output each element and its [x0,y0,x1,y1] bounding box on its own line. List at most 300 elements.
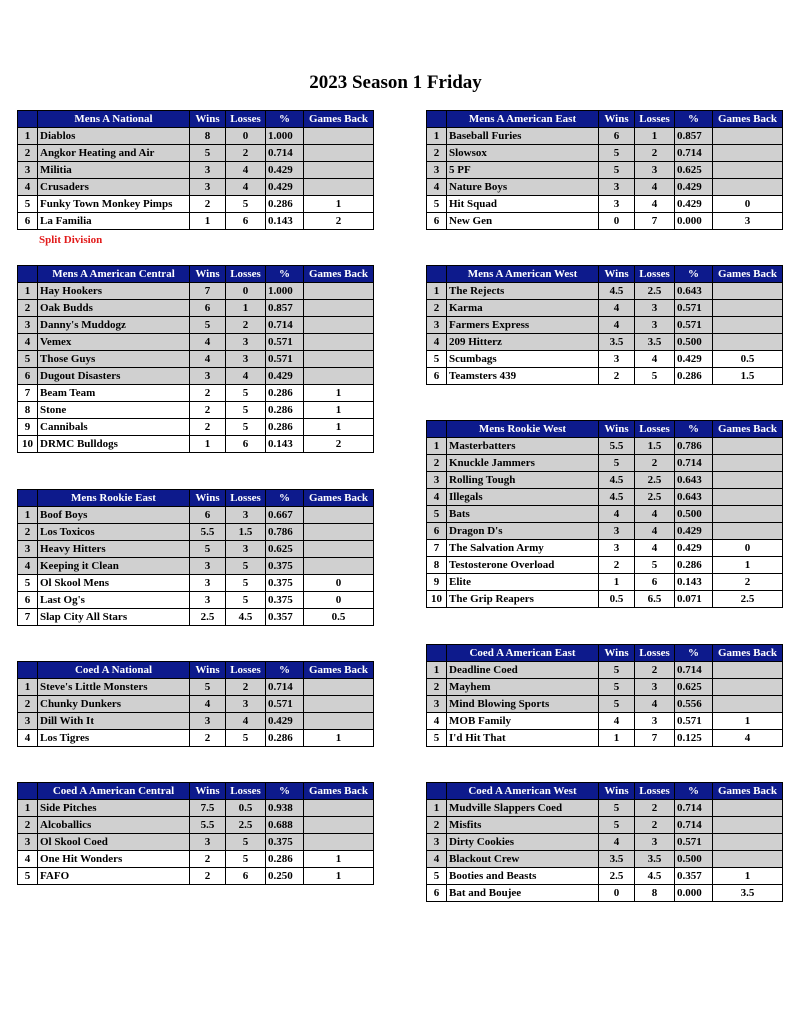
table-row [427,283,783,300]
wins-cell: 3.5 [599,334,635,351]
team-name-cell: Knuckle Jammers [447,455,599,472]
rank-cell: 3 [427,317,447,334]
header-rank-cell [18,662,38,679]
games-back-cell: 1 [304,868,374,885]
rank-cell: 2 [427,679,447,696]
losses-cell: 3.5 [635,334,675,351]
table-row [427,179,783,196]
games-back-cell [713,817,783,834]
pct-cell: 0.625 [675,679,713,696]
games-back-cell [304,283,374,300]
pct-cell: 0.786 [675,438,713,455]
rank-cell: 4 [18,558,38,575]
header-wins: Wins [190,111,226,128]
standings-table-mens-a-american-central [17,265,374,453]
losses-cell: 5 [635,557,675,574]
team-name-cell: Funky Town Monkey Pimps [38,196,190,213]
team-name-cell: Boof Boys [38,507,190,524]
pct-cell: 0.714 [675,455,713,472]
rank-cell: 4 [18,851,38,868]
wins-cell: 3 [599,196,635,213]
standings-table-mens-rookie-east [17,489,374,626]
games-back-cell [713,128,783,145]
pct-cell: 0.688 [266,817,304,834]
table-row [18,851,374,868]
rank-cell: 10 [427,591,447,608]
losses-cell: 3 [635,679,675,696]
table-row [427,472,783,489]
wins-cell: 2 [190,730,226,747]
table-row [18,609,374,626]
rank-cell: 1 [18,679,38,696]
team-name-cell: Vemex [38,334,190,351]
table-row [427,128,783,145]
losses-cell: 4.5 [226,609,266,626]
header-losses: Losses [635,783,675,800]
header-pct: % [675,783,713,800]
table-row [18,419,374,436]
losses-cell: 5 [226,419,266,436]
rank-cell: 4 [18,730,38,747]
pct-cell: 0.286 [266,851,304,868]
games-back-cell [713,523,783,540]
rank-cell: 3 [18,162,38,179]
header-losses: Losses [635,421,675,438]
table-row [18,402,374,419]
pct-cell: 0.714 [266,679,304,696]
pct-cell: 0.857 [675,128,713,145]
losses-cell: 5 [226,834,266,851]
team-name-cell: Beam Team [38,385,190,402]
games-back-cell [304,713,374,730]
pct-cell: 0.857 [266,300,304,317]
losses-cell: 2 [635,817,675,834]
games-back-cell [304,128,374,145]
games-back-cell [304,834,374,851]
team-name-cell: Hit Squad [447,196,599,213]
pct-cell: 0.643 [675,472,713,489]
rank-cell: 7 [18,385,38,402]
pct-cell: 0.714 [266,145,304,162]
header-losses: Losses [226,266,266,283]
standings-table-mens-a-national [17,110,374,230]
losses-cell: 2 [635,455,675,472]
losses-cell: 3.5 [635,851,675,868]
games-back-cell: 1 [713,713,783,730]
team-name-cell: FAFO [38,868,190,885]
header-pct: % [675,421,713,438]
team-name-cell: The Grip Reapers [447,591,599,608]
losses-cell: 4 [635,179,675,196]
table-row [18,507,374,524]
pct-cell: 0.250 [266,868,304,885]
rank-cell: 2 [18,524,38,541]
wins-cell: 4 [599,506,635,523]
header-wins: Wins [599,645,635,662]
header-rank-cell [427,111,447,128]
table-header-row [18,266,374,283]
losses-cell: 3 [226,507,266,524]
losses-cell: 6 [226,868,266,885]
wins-cell: 3 [190,179,226,196]
pct-cell: 0.938 [266,800,304,817]
table-row [427,591,783,608]
table-row [18,868,374,885]
games-back-cell: 3 [713,213,783,230]
losses-cell: 3 [635,300,675,317]
rank-cell: 8 [18,402,38,419]
rank-cell: 1 [18,507,38,524]
division-name: Coed A American East [447,645,599,662]
pct-cell: 0.714 [675,662,713,679]
team-name-cell: Cannibals [38,419,190,436]
team-name-cell: Teamsters 439 [447,368,599,385]
games-back-cell [713,438,783,455]
table-row [427,885,783,902]
standings-table-mens-a-american-east [426,110,783,230]
rank-cell: 5 [427,351,447,368]
team-name-cell: The Salvation Army [447,540,599,557]
table-row [18,385,374,402]
wins-cell: 5 [599,162,635,179]
games-back-cell: 2 [304,436,374,453]
pct-cell: 0.429 [266,368,304,385]
losses-cell: 3 [226,541,266,558]
team-name-cell: Diablos [38,128,190,145]
games-back-cell [304,817,374,834]
team-name-cell: Dragon D's [447,523,599,540]
pct-cell: 0.429 [266,713,304,730]
header-losses: Losses [635,266,675,283]
rank-cell: 6 [427,213,447,230]
games-back-cell [304,696,374,713]
wins-cell: 0 [599,213,635,230]
wins-cell: 0.5 [599,591,635,608]
table-row [427,351,783,368]
rank-cell: 6 [427,368,447,385]
wins-cell: 2 [190,402,226,419]
rank-cell: 1 [427,283,447,300]
table-row [427,713,783,730]
division-name: Mens A American West [447,266,599,283]
wins-cell: 4 [599,317,635,334]
losses-cell: 1 [226,300,266,317]
team-name-cell: Oak Budds [38,300,190,317]
table-header-row [427,421,783,438]
losses-cell: 3 [226,351,266,368]
games-back-cell: 1 [304,419,374,436]
header-rank-cell [427,783,447,800]
wins-cell: 5 [599,455,635,472]
table-row [18,817,374,834]
header-pct: % [675,266,713,283]
rank-cell: 2 [18,145,38,162]
pct-cell: 0.429 [675,196,713,213]
wins-cell: 3 [190,162,226,179]
games-back-cell [304,800,374,817]
rank-cell: 4 [427,713,447,730]
games-back-cell [304,558,374,575]
wins-cell: 3.5 [599,851,635,868]
team-name-cell: Testosterone Overload [447,557,599,574]
wins-cell: 3 [190,592,226,609]
pct-cell: 0.500 [675,851,713,868]
table-row [427,523,783,540]
standings-table-mens-rookie-west [426,420,783,608]
pct-cell: 0.571 [266,696,304,713]
pct-cell: 0.571 [266,334,304,351]
header-games-back: Games Back [713,421,783,438]
pct-cell: 0.143 [675,574,713,591]
team-name-cell: La Familia [38,213,190,230]
wins-cell: 3 [599,351,635,368]
games-back-cell [304,541,374,558]
games-back-cell [304,162,374,179]
rank-cell: 6 [18,213,38,230]
games-back-cell [713,145,783,162]
games-back-cell [713,162,783,179]
table-row [427,817,783,834]
table-header-row [427,266,783,283]
pct-cell: 0.429 [266,162,304,179]
table-row [18,351,374,368]
wins-cell: 2 [190,868,226,885]
losses-cell: 0 [226,128,266,145]
games-back-cell: 0.5 [304,609,374,626]
pct-cell: 0.625 [675,162,713,179]
pct-cell: 0.357 [675,868,713,885]
team-name-cell: Militia [38,162,190,179]
pct-cell: 0.429 [675,179,713,196]
table-row [427,455,783,472]
team-name-cell: Slap City All Stars [38,609,190,626]
rank-cell: 4 [427,851,447,868]
table-header-row [427,783,783,800]
header-games-back: Games Back [713,783,783,800]
team-name-cell: Chunky Dunkers [38,696,190,713]
rank-cell: 6 [427,885,447,902]
games-back-cell [304,507,374,524]
rank-cell: 2 [427,455,447,472]
header-wins: Wins [190,490,226,507]
games-back-cell: 3.5 [713,885,783,902]
games-back-cell [713,800,783,817]
header-games-back: Games Back [304,490,374,507]
team-name-cell: Baseball Furies [447,128,599,145]
rank-cell: 9 [427,574,447,591]
team-name-cell: Hay Hookers [38,283,190,300]
pct-cell: 1.000 [266,128,304,145]
table-row [18,696,374,713]
team-name-cell: Crusaders [38,179,190,196]
pct-cell: 0.375 [266,575,304,592]
pct-cell: 0.286 [675,557,713,574]
games-back-cell [304,317,374,334]
table-header-row [427,111,783,128]
team-name-cell: 5 PF [447,162,599,179]
games-back-cell: 1 [304,196,374,213]
team-name-cell: Mayhem [447,679,599,696]
pct-cell: 0.375 [266,592,304,609]
rank-cell: 9 [18,419,38,436]
table-header-row [18,783,374,800]
table-row [427,300,783,317]
wins-cell: 8 [190,128,226,145]
pct-cell: 0.571 [266,351,304,368]
team-name-cell: Nature Boys [447,179,599,196]
wins-cell: 4 [599,300,635,317]
games-back-cell [304,300,374,317]
table-row [427,489,783,506]
rank-cell: 1 [427,128,447,145]
pct-cell: 0.667 [266,507,304,524]
wins-cell: 3 [190,575,226,592]
team-name-cell: Booties and Beasts [447,868,599,885]
rank-cell: 7 [427,540,447,557]
division-name: Coed A American West [447,783,599,800]
games-back-cell [304,351,374,368]
losses-cell: 4.5 [635,868,675,885]
losses-cell: 1 [635,128,675,145]
team-name-cell: Last Og's [38,592,190,609]
games-back-cell [304,179,374,196]
team-name-cell: DRMC Bulldogs [38,436,190,453]
team-name-cell: Heavy Hitters [38,541,190,558]
games-back-cell [713,179,783,196]
games-back-cell: 0 [713,540,783,557]
losses-cell: 5 [226,402,266,419]
standings-table-coed-a-american-central [17,782,374,885]
wins-cell: 5 [190,541,226,558]
header-wins: Wins [190,662,226,679]
table-header-row [18,490,374,507]
team-name-cell: Masterbatters [447,438,599,455]
games-back-cell: 1.5 [713,368,783,385]
games-back-cell: 1 [304,730,374,747]
wins-cell: 4 [190,351,226,368]
rank-cell: 3 [427,834,447,851]
header-games-back: Games Back [713,645,783,662]
pct-cell: 0.500 [675,334,713,351]
games-back-cell: 0 [304,592,374,609]
team-name-cell: One Hit Wonders [38,851,190,868]
losses-cell: 3 [635,834,675,851]
header-pct: % [266,266,304,283]
header-pct: % [266,783,304,800]
games-back-cell: 1 [713,868,783,885]
games-back-cell [304,334,374,351]
rank-cell: 3 [427,696,447,713]
games-back-cell: 2 [713,574,783,591]
header-games-back: Games Back [713,266,783,283]
wins-cell: 4.5 [599,489,635,506]
team-name-cell: Dugout Disasters [38,368,190,385]
table-row [18,541,374,558]
games-back-cell [304,145,374,162]
team-name-cell: Deadline Coed [447,662,599,679]
losses-cell: 4 [226,162,266,179]
wins-cell: 0 [599,885,635,902]
rank-cell: 6 [427,523,447,540]
games-back-cell [713,679,783,696]
table-row [18,558,374,575]
team-name-cell: New Gen [447,213,599,230]
header-wins: Wins [599,783,635,800]
rank-cell: 4 [18,334,38,351]
losses-cell: 8 [635,885,675,902]
table-row [427,679,783,696]
wins-cell: 3 [190,368,226,385]
rank-cell: 1 [18,800,38,817]
table-row [18,213,374,230]
losses-cell: 7 [635,213,675,230]
games-back-cell: 2 [304,213,374,230]
losses-cell: 5 [226,385,266,402]
team-name-cell: Ol Skool Coed [38,834,190,851]
losses-cell: 4 [635,506,675,523]
wins-cell: 1 [190,213,226,230]
table-row [18,162,374,179]
losses-cell: 6 [226,213,266,230]
losses-cell: 6.5 [635,591,675,608]
rank-cell: 4 [18,179,38,196]
rank-cell: 1 [18,128,38,145]
losses-cell: 3 [226,696,266,713]
pct-cell: 0.000 [675,885,713,902]
wins-cell: 4 [599,713,635,730]
team-name-cell: MOB Family [447,713,599,730]
rank-cell: 1 [427,662,447,679]
pct-cell: 0.571 [675,713,713,730]
table-row [18,800,374,817]
header-losses: Losses [226,111,266,128]
team-name-cell: Those Guys [38,351,190,368]
rank-cell: 5 [427,196,447,213]
losses-cell: 0.5 [226,800,266,817]
standings-table-coed-a-national [17,661,374,747]
pct-cell: 0.286 [266,730,304,747]
games-back-cell [713,834,783,851]
rank-cell: 5 [427,868,447,885]
games-back-cell [713,300,783,317]
division-name: Mens A American East [447,111,599,128]
header-games-back: Games Back [304,783,374,800]
team-name-cell: Ol Skool Mens [38,575,190,592]
wins-cell: 2 [190,419,226,436]
losses-cell: 4 [635,351,675,368]
wins-cell: 3 [190,713,226,730]
table-row [18,179,374,196]
table-row [18,317,374,334]
pct-cell: 0.556 [675,696,713,713]
wins-cell: 5 [190,317,226,334]
games-back-cell: 1 [304,402,374,419]
wins-cell: 5 [190,679,226,696]
pct-cell: 0.286 [266,385,304,402]
pct-cell: 0.500 [675,506,713,523]
wins-cell: 1 [599,730,635,747]
wins-cell: 4.5 [599,472,635,489]
rank-cell: 5 [427,730,447,747]
losses-cell: 2.5 [226,817,266,834]
losses-cell: 0 [226,283,266,300]
losses-cell: 2 [635,662,675,679]
games-back-cell: 1 [304,385,374,402]
games-back-cell: 2.5 [713,591,783,608]
rank-cell: 5 [18,196,38,213]
header-pct: % [266,111,304,128]
table-row [427,574,783,591]
